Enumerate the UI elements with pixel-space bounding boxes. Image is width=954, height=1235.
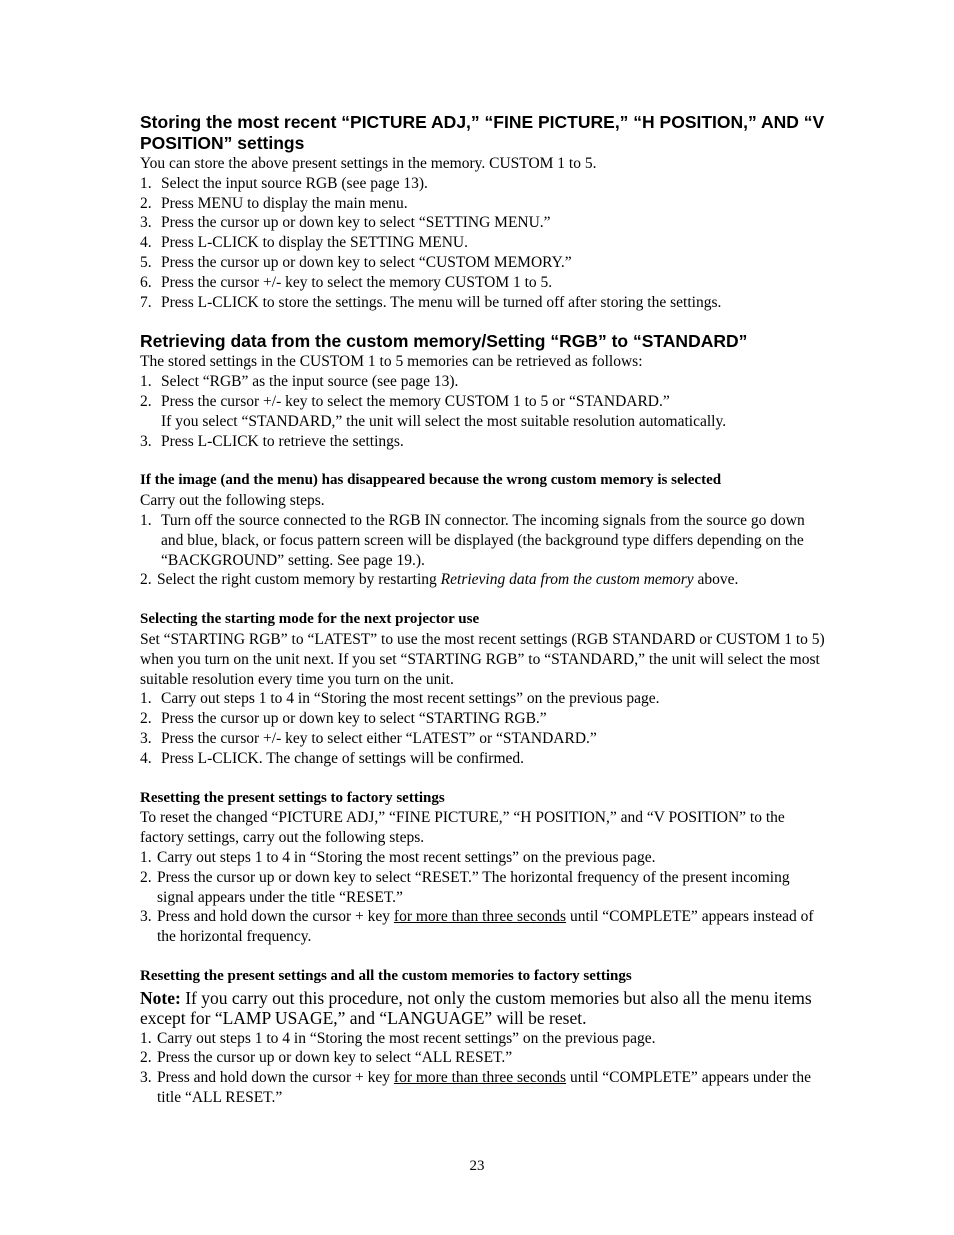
document-page xyxy=(140,112,830,1108)
list-item: 3. Press the cursor +/- key to select either “LATEST” or “STANDARD.” xyxy=(140,729,597,747)
list-item: 2. Press the cursor up or down key to select “STARTING RGB.” xyxy=(140,710,547,728)
list-item: 2. Press the cursor +/- key to select the memory CUSTOM 1 to 5 or “STANDARD.” If you select “STANDARD,” the unit will select the most suitable resolution automatically. xyxy=(140,392,727,430)
note-label: Note: xyxy=(140,987,181,1008)
page-number: 23 xyxy=(469,1158,485,1174)
list-item: 1. Carry out steps 1 to 4 in “Storing the most recent settings” on the previous page. xyxy=(140,1029,656,1047)
retrieving-steps xyxy=(140,372,830,451)
heading-wrong-memory: If the image (and the menu) has disappeared because the wrong custom memory is selected xyxy=(140,472,722,489)
all-reset-steps xyxy=(140,1029,830,1108)
wrong-memory-steps xyxy=(140,511,830,590)
list-item: 4. Press L-CLICK to display the SETTING MENU. xyxy=(140,234,468,252)
note-text: If you carry out this procedure, not only the custom memories but also all the menu items except for “LAMP USAGE,” and “LANGUAGE” will be reset. xyxy=(140,987,812,1029)
list-item: 2. Press the cursor up or down key to select “RESET.” The horizontal frequency of the present incoming signal appears under the title “RESET.” xyxy=(140,868,790,906)
retrieving-intro: The stored settings in the CUSTOM 1 to 5 memories can be retrieved as follows: xyxy=(140,353,643,371)
list-item: 7. Press L-CLICK to store the settings. The menu will be turned off after storing the settings. xyxy=(140,293,722,311)
list-item: 5. Press the cursor up or down key to select “CUSTOM MEMORY.” xyxy=(140,253,572,271)
reset-factory-intro: To reset the changed “PICTURE ADJ,” “FINE PICTURE,” “H POSITION,” and “V POSITION” to the factory settings, carry out the following steps. xyxy=(140,809,785,847)
starting-mode-intro: Set “STARTING RGB” to “LATEST” to use the most recent settings (RGB STANDARD or CUSTOM 1 to 5) when you turn on the unit next. If you set “STARTING RGB” to “STANDARD,” the unit will select the most suitable resolution every time you turn on the unit. xyxy=(140,630,825,688)
heading-starting-mode: Selecting the starting mode for the next projector use xyxy=(140,611,480,628)
list-item: 3. Press L-CLICK to retrieve the settings. xyxy=(140,432,404,450)
list-item: 2. Press the cursor up or down key to select “ALL RESET.” xyxy=(140,1049,513,1067)
list-item: 2. Select the right custom memory by restarting Retrieving data from the custom memory above. xyxy=(140,571,739,589)
wrong-memory-intro: Carry out the following steps. xyxy=(140,492,325,510)
starting-mode-steps xyxy=(140,689,830,768)
list-item: 1. Turn off the source connected to the RGB IN connector. The incoming signals from the source go down and blue, black, or focus pattern screen will be displayed (the background type differs depending on the “BACKGROUND” setting. See page 19.). xyxy=(140,511,805,569)
list-item: 3. Press the cursor up or down key to select “SETTING MENU.” xyxy=(140,214,551,232)
storing-steps xyxy=(140,174,830,313)
heading-retrieving-data: Retrieving data from the custom memory/Setting “RGB” to “STANDARD” xyxy=(140,331,748,352)
list-item: 2. Press MENU to display the main menu. xyxy=(140,194,408,212)
heading-storing-settings: Storing the most recent “PICTURE ADJ,” “FINE PICTURE,” “H POSITION,” AND “V POSITION” settings xyxy=(140,112,825,153)
all-reset-note xyxy=(140,988,830,1029)
retrieving-reference: Retrieving data from the custom memory xyxy=(440,571,694,589)
list-item: 1. Select “RGB” as the input source (see page 13). xyxy=(140,373,459,391)
underlined-duration: for more than three seconds xyxy=(393,1069,567,1087)
list-item: 3. Press and hold down the cursor + key for more than three seconds until “COMPLETE” appears instead of the horizontal frequency. xyxy=(140,908,814,946)
list-item: 4. Press L-CLICK. The change of settings will be confirmed. xyxy=(140,749,525,767)
underlined-duration: for more than three seconds xyxy=(393,908,567,926)
heading-reset-factory: Resetting the present settings to factory settings xyxy=(140,789,445,806)
heading-all-reset: Resetting the present settings and all the custom memories to factory settings xyxy=(140,967,632,984)
list-item: 3. Press and hold down the cursor + key for more than three seconds until “COMPLETE” appears under the title “ALL RESET.” xyxy=(140,1069,811,1107)
list-item: 6. Press the cursor +/- key to select the memory CUSTOM 1 to 5. xyxy=(140,273,553,291)
list-item: 1. Carry out steps 1 to 4 in “Storing the most recent settings” on the previous page. xyxy=(140,690,660,708)
list-item: 1. Carry out steps 1 to 4 in “Storing the most recent settings” on the previous page. xyxy=(140,848,656,866)
storing-intro: You can store the above present settings in the memory. CUSTOM 1 to 5. xyxy=(140,155,597,172)
reset-factory-steps xyxy=(140,848,830,947)
list-item: 1. Select the input source RGB (see page 13). xyxy=(140,174,428,192)
